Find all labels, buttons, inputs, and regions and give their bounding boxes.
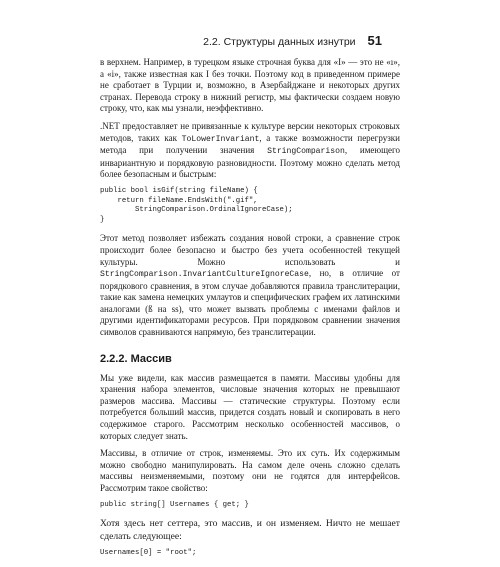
code-block-usernames: public string[] Usernames { get; } [100,500,249,509]
paragraph-2-text-2: , а также возможности перегрузки метода при получении значения [100,132,400,156]
running-header [100,33,382,49]
paragraph-2-text-1: .NET предоставляет не привязанные к культуре версии некоторых строковых методов, таких как [100,120,400,143]
paragraph-3-text-2: , но, в отличие от порядкового сравнения, в этом случае добавляются правила транслитерации, такие как замена немецких умлаутов и специфических графем их латинскими аналогами (ß на ss), что может вызвать проблемы с именами файлов и другими идентификаторами ресурсов. При порядковом сравнении значения символов сравниваются напрямую, без транслитерации. [100,268,400,338]
paragraph-5: Массивы, в отличие от строк, изменяемы. Это их суть. Их содержимым можно свободно манипулировать. На самом деле очень сложно сделать массивы неизменяемыми, поэтому они не годятся для интерфейсов. Рассмотрим такое свойство: [100,448,400,493]
section-title: 2.2. Структуры данных изнутри [203,36,356,48]
code-block-isgif: public bool isGif(string fileName) { return fileName.EndsWith(".gif", StringComparison.OrdinalIgnoreCase); } [100,186,293,224]
paragraph-1: в верхнем. Например, в турецком языке строчная буква для «I» — это не «ı», а «i», также известная как I без точки. Поэтому код в приведенном примере не сработает в Турции и, возможно, в Азербайджане и некоторых других странах. Перевода строку в нижний регистр, мы фактически создаем новую строку, что, как мы узнали, неэффективно. [100,57,400,114]
paragraph-3 [100,233,400,338]
paragraph-3-text-1: Этот метод позволяет избежать создания новой строки, а сравнение строк происходит более безопасно и быстро без учета особенностей текущей культуры. Можно использовать и [100,233,400,267]
inline-code-stringcomparison: StringComparison [267,147,345,157]
page-number: 51 [367,33,382,48]
paragraph-4: Мы уже видели, как массив размещается в памяти. Массивы удобны для хранения набора элементов, числовые значения которых не превышают размеров массива. Массивы — статические структуры. Поэтому если потребуется больший массив, придется создать новый и скопировать в него содержимое старого. Рассмотрим несколько особенностей массивов, о которых следует знать. [100,372,400,441]
section-heading: 2.2.2. Массив [100,352,172,365]
paragraph-2-text-3: , имеющего инвариантную и порядковую разновидности. Поэтому можно сделать метод более безопасным и быстрым: [100,145,400,180]
page-body [100,57,400,567]
code-block-root: Usernames[0] = "root"; [100,549,197,558]
paragraph-2 [100,121,400,181]
inline-code-tolowerinvariant: ToLowerInvariant [181,134,260,144]
paragraph-6: Хотя здесь нет сеттера, это массив, и он изменяем. Ничто не мешает сделать следующее: [100,518,400,542]
inline-code-invariantculture: StringComparison.InvariantCultureIgnoreCase [100,270,309,280]
